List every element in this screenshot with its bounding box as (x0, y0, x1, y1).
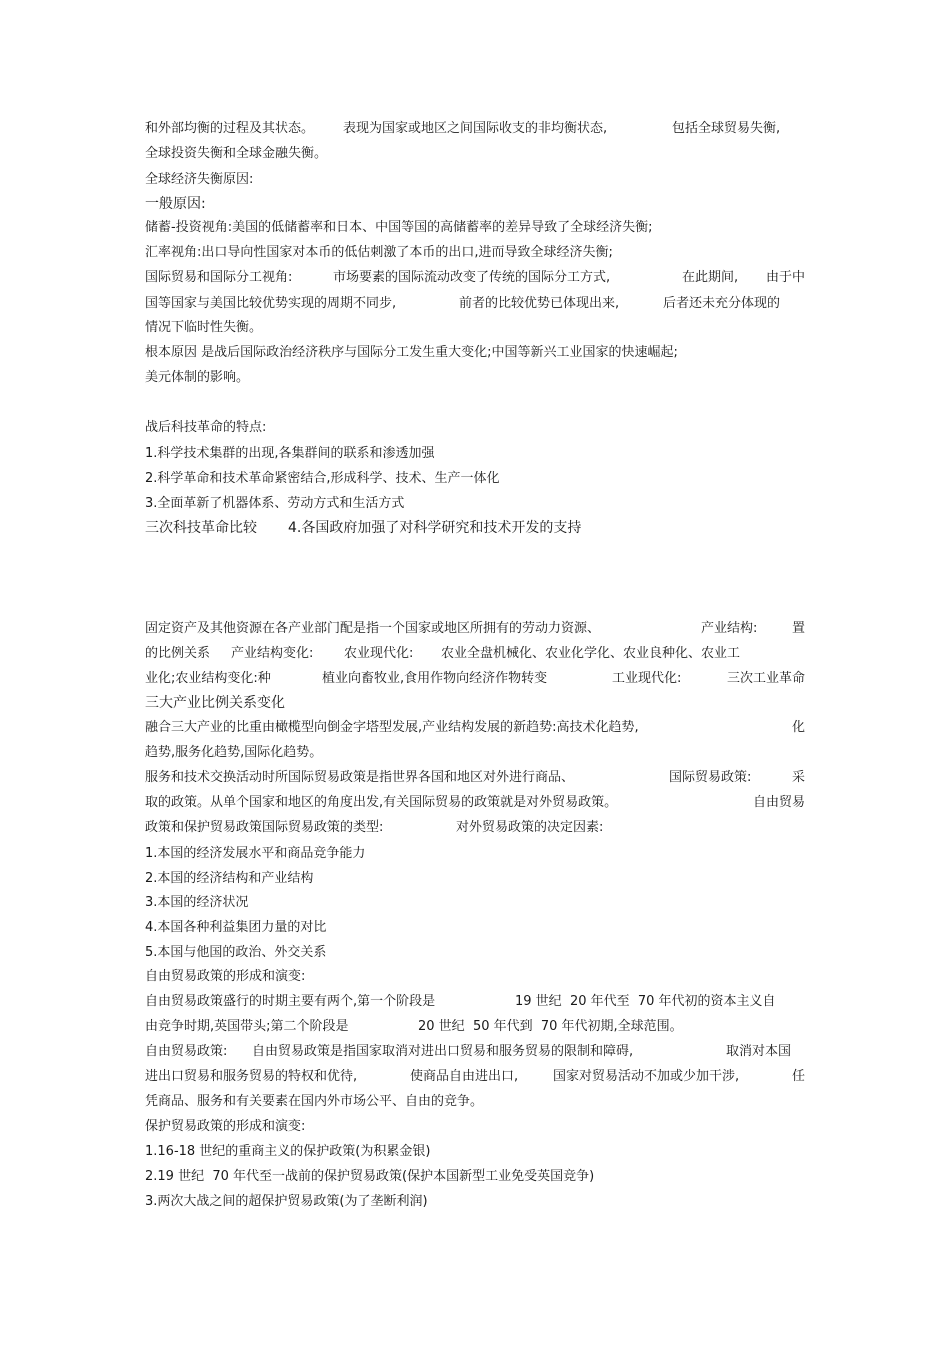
text-segment: 植业向畜牧业,食用作物向经济作物转变 (322, 671, 548, 686)
text-segment: 由竞争时期,英国带头;第二个阶段是 (145, 1019, 349, 1034)
text-segment: 和外部均衡的过程及其状态。 (145, 121, 315, 136)
text-segment: 前者的比较优势已体现出来, (459, 296, 620, 311)
text-segment: 农业现代化: (344, 646, 414, 661)
text-segment: 化 (791, 720, 805, 735)
text-line: 根本原因 是战后国际政治经济秩序与国际分工发生重大变化;中国等新兴工业国家的快速崛起; (145, 345, 678, 360)
text-segment: 产业结构: (701, 621, 758, 636)
text-line: 汇率视角:出口导向性国家对本币的低估刺激了本币的出口,进而导致全球经济失衡; (145, 245, 613, 260)
list-item: 2.19 世纪 70 年代至一战前的保护贸易政策(保护本国新型工业免受英国竞争) (145, 1169, 595, 1184)
text-segment: 自由贸易政策盛行的时期主要有两个,第一个阶段是 (145, 994, 436, 1009)
text-segment: 融合三大产业的比重由橄榄型向倒金字塔型发展,产业结构发展的新趋势:高技术化趋势, (145, 720, 639, 735)
text-line: 情况下临时性失衡。 (145, 320, 263, 335)
text-segment: 进出口贸易和服务贸易的特权和优待, (145, 1069, 358, 1084)
text-segment: 三次科技革命比较 (145, 520, 257, 536)
text-line: 凭商品、服务和有关要素在国内外市场公平、自由的竞争。 (145, 1094, 484, 1109)
text-segment: 国等国家与美国比较优势实现的周期不同步, (145, 296, 397, 311)
list-item: 2.科学革命和技术革命紧密结合,形成科学、技术、生产一体化 (145, 471, 500, 486)
text-segment: 国家对贸易活动不加或少加干涉, (553, 1069, 740, 1084)
text-line: 全球投资失衡和全球金融失衡。 (145, 146, 328, 161)
section-heading: 全球经济失衡原因: (145, 172, 254, 187)
list-item: 3.两次大战之间的超保护贸易政策(为了垄断利润) (145, 1194, 428, 1209)
text-line: 储蓄-投资视角:美国的低储蓄率和日本、中国等国的高储蓄率的差异导致了全球经济失衡; (145, 220, 653, 235)
text-segment: 自由贸易 (752, 795, 805, 810)
list-item: 3.全面革新了机器体系、劳动方式和生活方式 (145, 496, 405, 511)
text-segment: 产业结构变化: (231, 646, 314, 661)
text-segment: 自由贸易政策: (145, 1044, 228, 1059)
text-segment: 的比例关系 (145, 646, 211, 661)
text-segment: 工业现代化: (612, 671, 682, 686)
text-segment: 国际贸易和国际分工视角: (145, 270, 293, 285)
list-item: 1.16-18 世纪的重商主义的保护政策(为积累金银) (145, 1144, 431, 1159)
section-heading: 一般原因: (145, 196, 206, 212)
list-item (145, 519, 805, 591)
text-segment: 自由贸易政策是指国家取消对进出口贸易和服务贸易的限制和障碍, (252, 1044, 634, 1059)
text-segment: 取的政策。从单个国家和地区的角度出发,有关国际贸易的政策就是对外贸易政策。 (145, 795, 618, 810)
text-line: 三大产业比例关系变化 (145, 695, 285, 711)
text-segment: 包括全球贸易失衡, (672, 121, 781, 136)
text-segment: 业化;农业结构变化:种 (145, 671, 271, 686)
text-segment: 19 世纪 20 年代至 70 年代初的资本主义自 (515, 994, 776, 1009)
text-segment: 对外贸易政策的决定因素: (456, 820, 604, 835)
text-segment: 市场要素的国际流动改变了传统的国际分工方式, (333, 270, 611, 285)
text-segment: 置 (791, 621, 805, 636)
section-heading: 自由贸易政策的形成和演变: (145, 969, 306, 984)
text-segment: 使商品自由进出口, (410, 1069, 519, 1084)
list-item: 3.本国的经济状况 (145, 895, 249, 910)
text-line: 趋势,服务化趋势,国际化趋势。 (145, 745, 323, 760)
text-segment: 三次工业革命 (726, 671, 805, 686)
text-segment: 固定资产及其他资源在各产业部门配是指一个国家或地区所拥有的劳动力资源、 (145, 621, 601, 636)
text-segment: 20 世纪 50 年代到 70 年代初期,全球范围。 (418, 1019, 683, 1034)
list-item: 4.本国各种利益集团力量的对比 (145, 920, 327, 935)
text-segment: 4.各国政府加强了对科学研究和技术开发的支持 (288, 520, 582, 536)
text-segment: 在此期间, (682, 270, 739, 285)
section-heading: 战后科技革命的特点: (145, 420, 267, 435)
text-segment: 任 (791, 1069, 805, 1084)
text-segment: 国际贸易政策: (669, 770, 752, 785)
text-segment: 农业全盘机械化、农业化学化、农业良种化、农业工 (441, 646, 741, 661)
text-segment: 由于中 (765, 270, 805, 285)
text-segment: 取消对本国 (726, 1044, 792, 1059)
section-heading: 保护贸易政策的形成和演变: (145, 1119, 306, 1134)
list-item: 1.本国的经济发展水平和商品竞争能力 (145, 846, 366, 861)
list-item: 2.本国的经济结构和产业结构 (145, 871, 314, 886)
text-segment: 采 (791, 770, 805, 785)
text-segment: 后者还未充分体现的 (663, 296, 781, 311)
list-item: 5.本国与他国的政治、外交关系 (145, 945, 327, 960)
text-segment: 表现为国家或地区之间国际收支的非均衡状态, (343, 121, 608, 136)
list-item: 1.科学技术集群的出现,各集群间的联系和渗透加强 (145, 446, 435, 461)
text-segment: 政策和保护贸易政策国际贸易政策的类型: (145, 820, 384, 835)
text-segment: 服务和技术交换活动时所国际贸易政策是指世界各国和地区对外进行商品、 (145, 770, 575, 785)
text-line: 美元体制的影响。 (145, 370, 250, 385)
